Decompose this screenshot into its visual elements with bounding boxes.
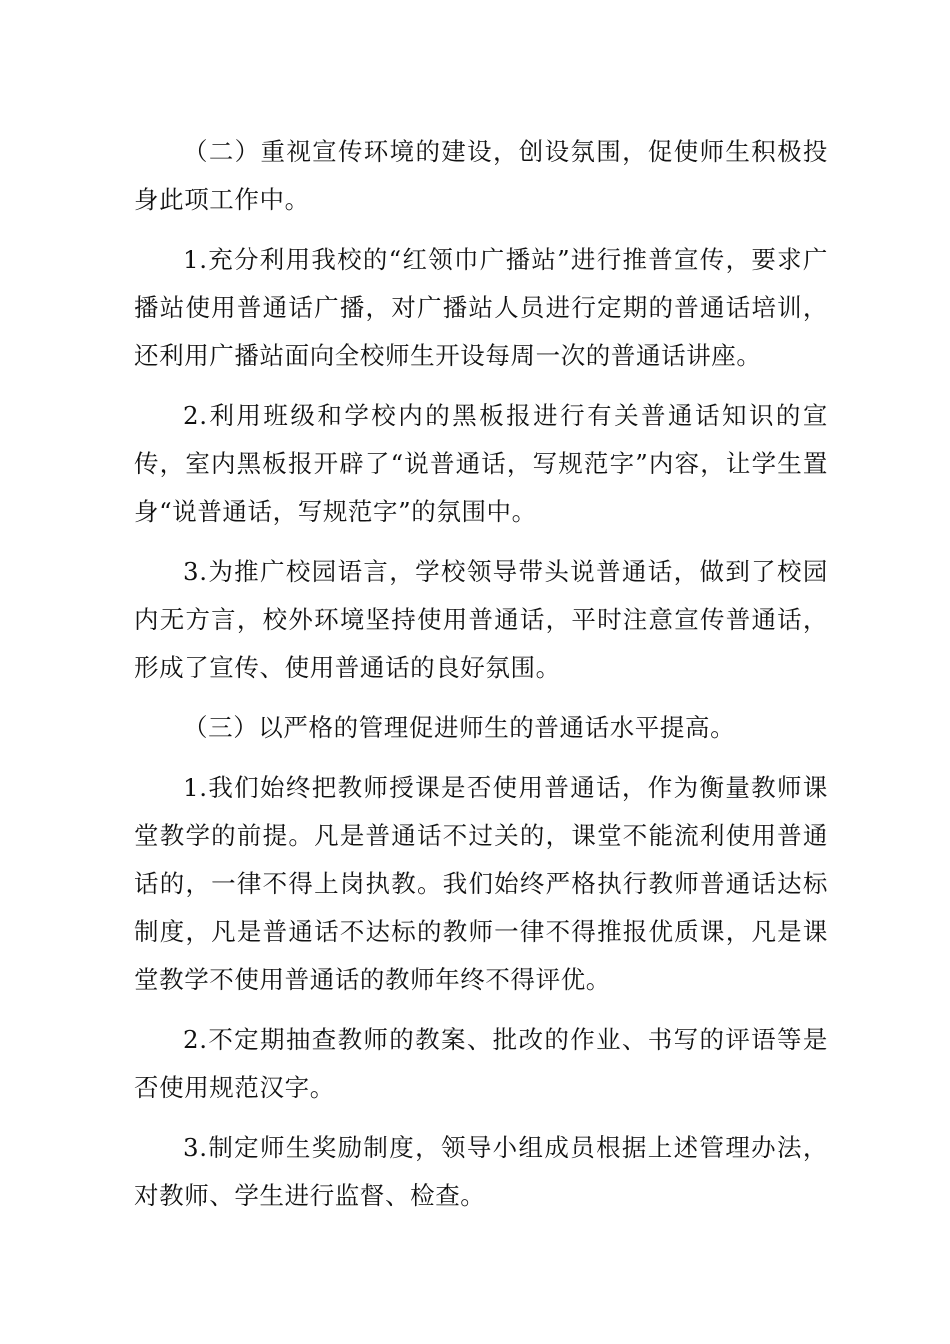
paragraph-3-item-3: 3.制定师生奖励制度，领导小组成员根据上述管理办法，对教师、学生进行监督、检查。 [134,1133,828,1210]
paragraph-2-item-3: 3.为推广校园语言，学校领导带头说普通话，做到了校园内无方言，校外环境坚持使用普通话，平时注意宣传普通话，形成了宣传、使用普通话的良好氛围。 [134,557,828,682]
paragraph-3-item-2: 2.不定期抽查教师的教案、批改的作业、书写的评语等是否使用规范汉字。 [134,1025,828,1102]
document-body [134,128,828,1232]
paragraph-3-item-1: 1.我们始终把教师授课是否使用普通话，作为衡量教师课堂教学的前提。凡是普通话不过关的，课堂不能流利使用普通话的，一律不得上岗执教。我们始终严格执行教师普通话达标制度，凡是普通话不达标的教师一律不得推报优质课，凡是课堂教学不使用普通话的教师年终不得评优。 [134,773,828,994]
paragraph-section-2-heading: （二）重视宣传环境的建设，创设氛围，促使师生积极投身此项工作中。 [134,137,828,214]
paragraph-2-item-1: 1.充分利用我校的“红领巾广播站”进行推普宣传，要求广播站使用普通话广播，对广播站人员进行定期的普通话培训，还利用广播站面向全校师生开设每周一次的普通话讲座。 [134,245,828,370]
paragraph-section-3-heading: （三）以严格的管理促进师生的普通话水平提高。 [183,713,736,742]
paragraph-2-item-2: 2.利用班级和学校内的黑板报进行有关普通话知识的宣传，室内黑板报开辟了“说普通话，写规范字”内容，让学生置身“说普通话，写规范字”的氛围中。 [134,401,828,526]
